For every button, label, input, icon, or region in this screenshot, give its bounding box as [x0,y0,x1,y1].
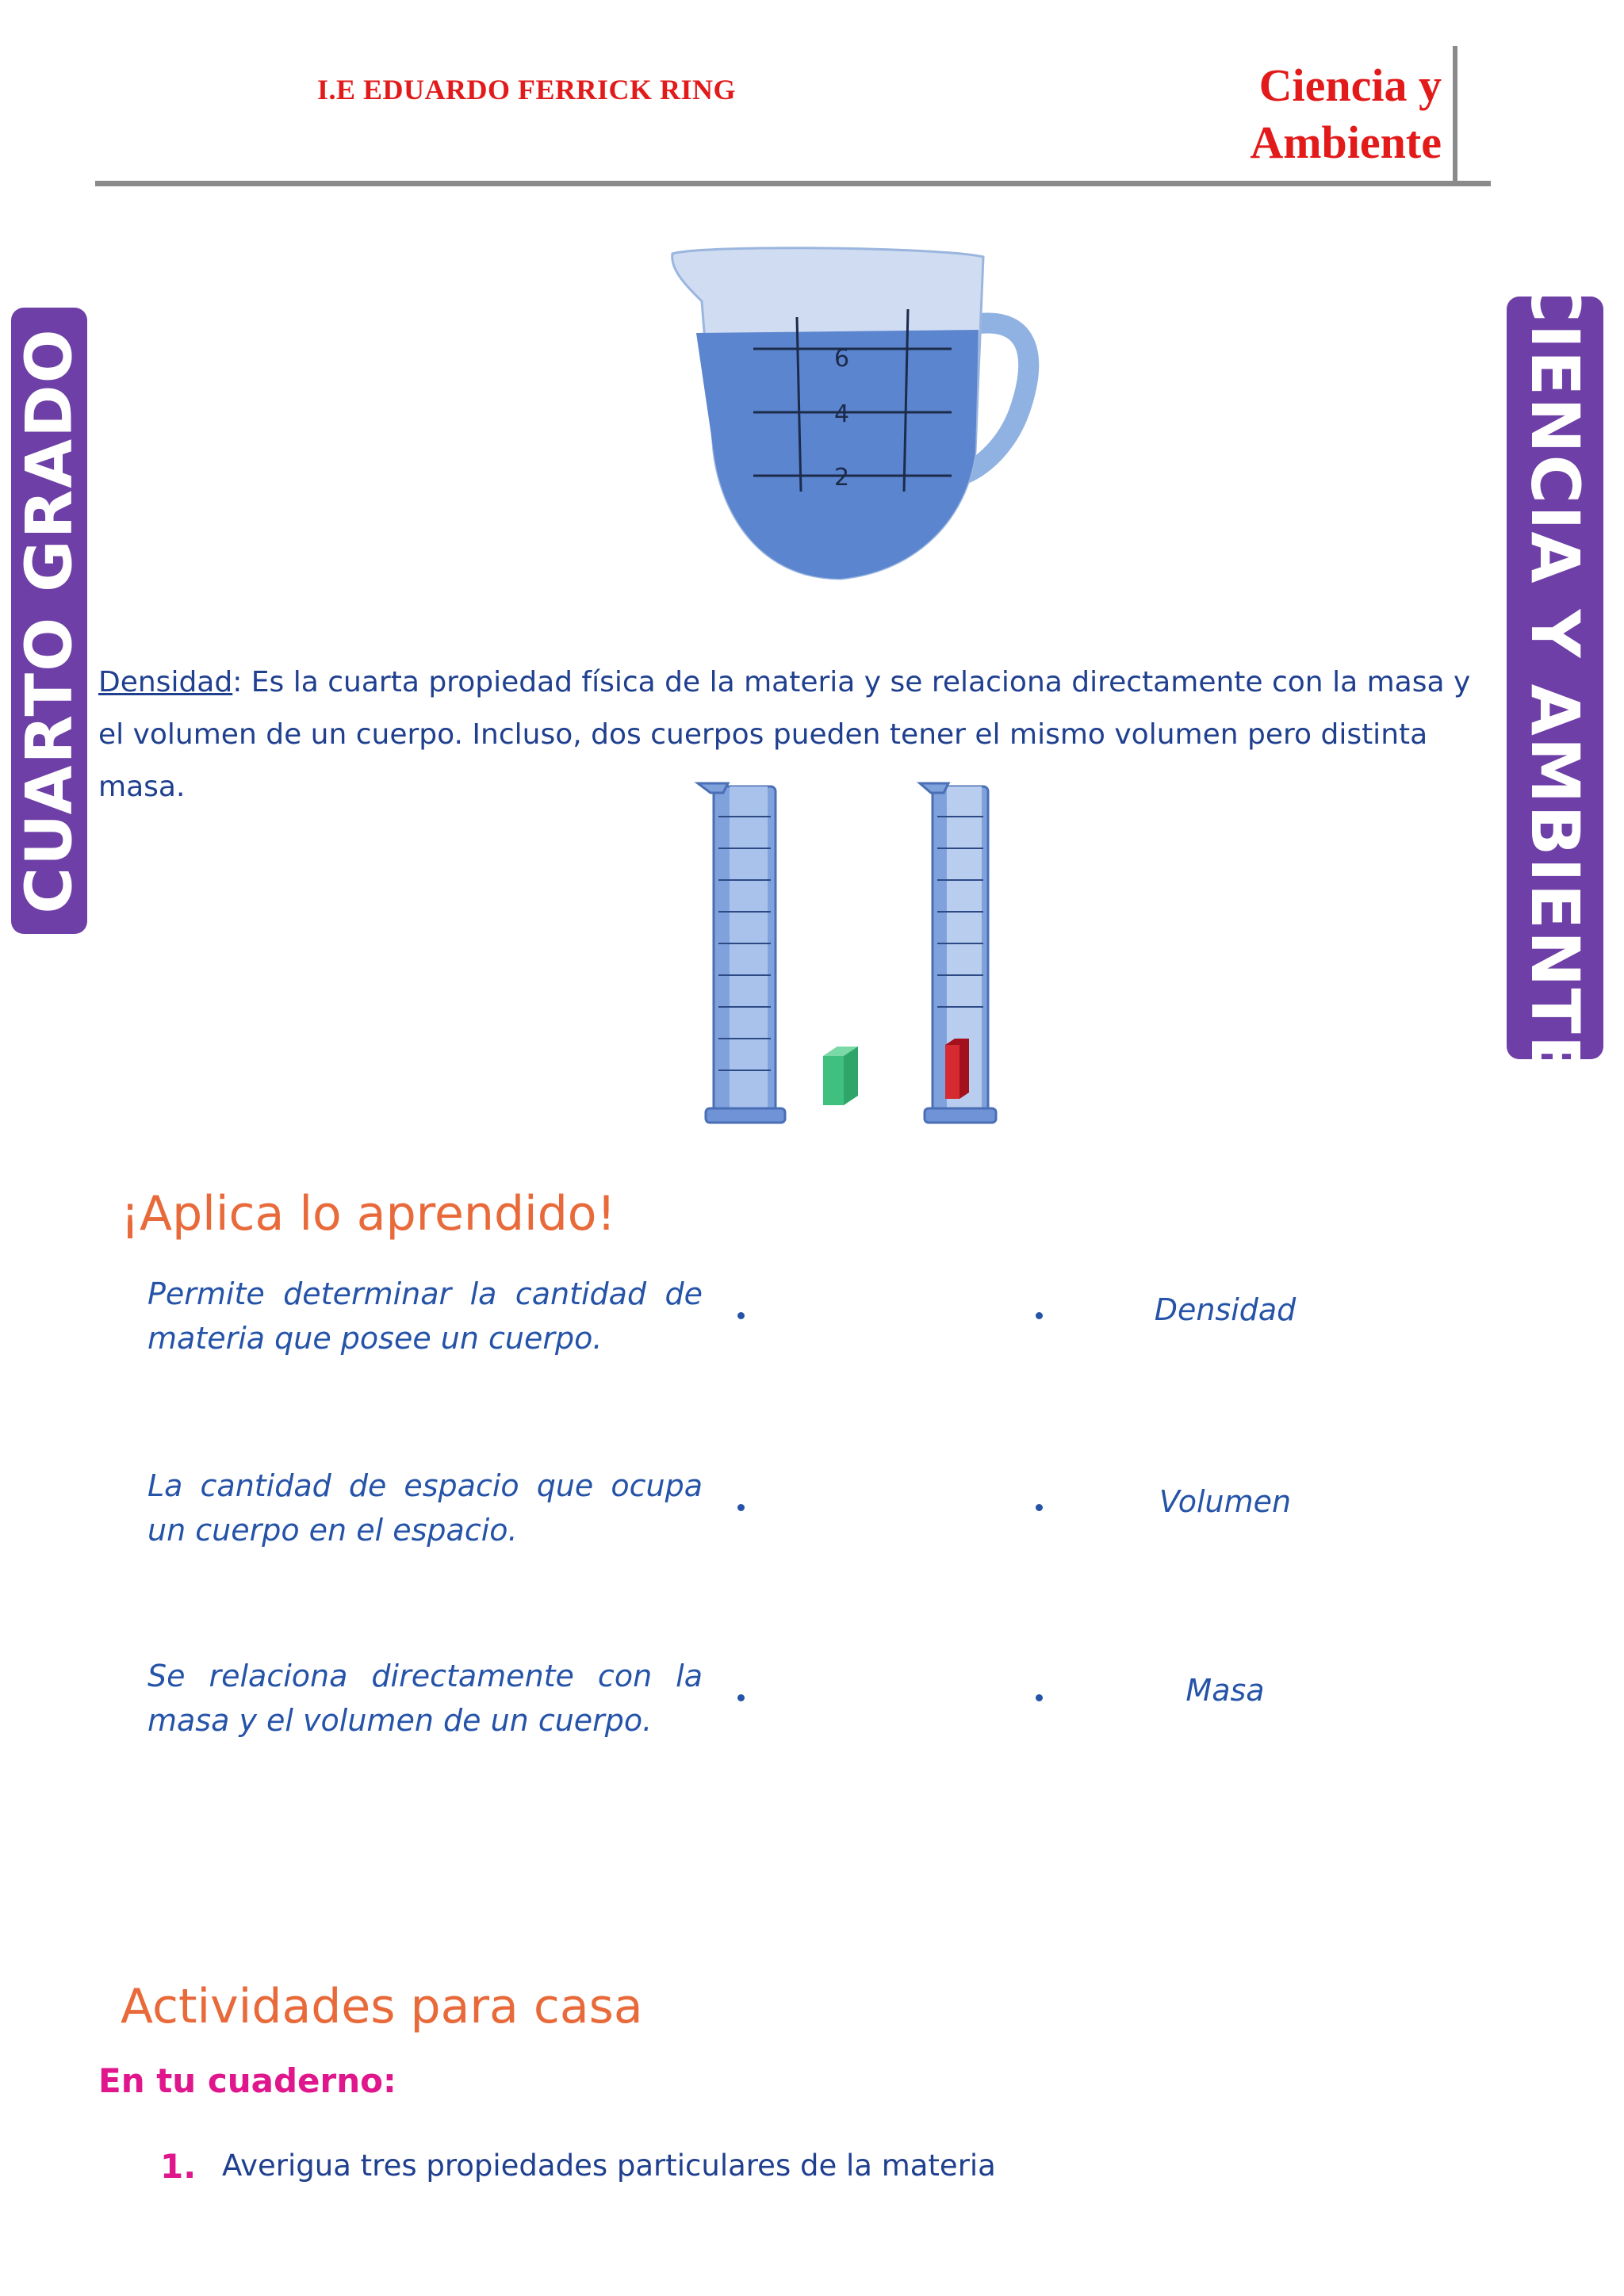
graduated-cylinders-illustration [682,777,1031,1142]
subject-header [1156,57,1442,171]
school-name: I.E EDUARDO FERRICK RING [317,74,737,105]
grade-banner-text: CUARTO GRADO [12,327,86,914]
match-dot-right-2[interactable] [1036,1504,1043,1511]
left-cylinder [698,783,785,1123]
jug-mark-2: 2 [834,464,850,492]
density-definition-text: : Es la cuarta propiedad física de la materia y se relaciona directamente con la masa y el volumen de un cuerpo. Incluso, dos cuerpos pueden tener el mismo volumen pero distinta masa. [98,666,1471,803]
match-dot-left-3[interactable] [737,1694,745,1701]
match-right-item-3: Masa [1185,1673,1265,1708]
apply-section-title: ¡Aplica lo aprendido! [121,1186,616,1242]
subject-banner-text: CIENCIA Y AMBIENTE [1516,273,1594,1083]
subject-header-line1: Ciencia y [1258,59,1442,111]
activity-number-1: 1. [160,2147,197,2186]
jug-mark-4: 4 [834,400,850,428]
match-right-item-1: Densidad [1154,1292,1297,1327]
subject-banner [1507,273,1603,1083]
match-dot-right-1[interactable] [1036,1312,1043,1319]
measuring-jug-illustration [658,238,1055,587]
grade-banner [11,308,87,934]
jug-mark-6: 6 [834,345,850,373]
subject-header-line2: Ambiente [1250,117,1442,168]
match-dot-left-2[interactable] [737,1504,745,1511]
green-cube [823,1047,858,1105]
activity-text-1: Averigua tres propiedades particulares de la materia [222,2149,996,2183]
match-dot-left-1[interactable] [737,1312,745,1319]
match-dot-right-3[interactable] [1036,1694,1043,1701]
match-left-item-1: Permite determinar la cantidad de materia que posee un cuerpo. [147,1276,703,1356]
match-right-item-2: Volumen [1159,1484,1292,1519]
home-activities-title: Actividades para casa [121,1979,643,2034]
match-left-item-3: Se relaciona directamente con la masa y el volumen de un cuerpo. [147,1659,703,1738]
notebook-label: En tu cuaderno: [98,2061,396,2100]
right-cylinder [920,783,996,1123]
header-horizontal-rule [95,181,1491,186]
header-vertical-rule [1453,46,1457,185]
density-term: Densidad [98,666,233,698]
match-left-item-2: La cantidad de espacio que ocupa un cuerpo en el espacio. [147,1468,703,1548]
